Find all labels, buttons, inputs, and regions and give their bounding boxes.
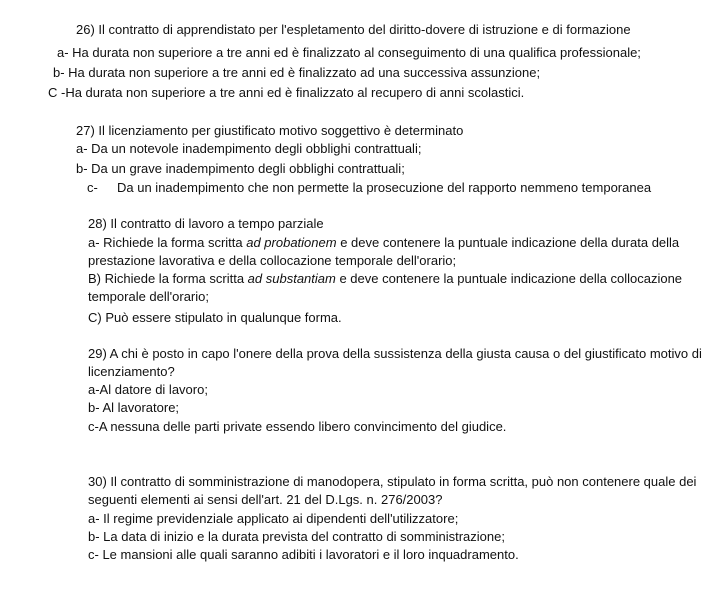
question-27-option-b: b- Da un grave inadempimento degli obblighi contrattuali;	[76, 161, 405, 176]
question-28-option-a-text: a- Richiede la forma scritta	[88, 235, 247, 250]
question-30-option-b: b- La data di inizio e la durata prevista del contratto di somministrazione;	[88, 529, 505, 544]
question-28-option-a-text-cont: e deve contenere la puntuale indicazione della durata della	[336, 235, 680, 250]
question-26-option-a: a- Ha durata non superiore a tre anni ed è finalizzato al conseguimento di una qualifica professionale;	[57, 45, 641, 60]
question-27-heading: 27) Il licenziamento per giustificato motivo soggettivo è determinato	[76, 123, 464, 138]
question-30-option-a: a- Il regime previdenziale applicato ai dipendenti dell'utilizzatore;	[88, 511, 459, 526]
question-29-heading-cont: licenziamento?	[88, 364, 175, 379]
question-26-heading: 26) Il contratto di apprendistato per l'espletamento del diritto-dovere di istruzione e di formazione	[76, 22, 631, 37]
question-27-option-a: a- Da un notevole inadempimento degli obblighi contrattuali;	[76, 141, 422, 156]
question-29-option-c: c-A nessuna delle parti private essendo libero convincimento del giudice.	[88, 419, 507, 434]
question-27-option-c: Da un inadempimento che non permette la prosecuzione del rapporto nemmeno temporanea	[117, 180, 652, 195]
question-28-option-b-text-cont: e deve contenere la puntuale indicazione della collocazione	[335, 271, 683, 286]
question-28-option-a-cont: prestazione lavorativa e della collocazione temporale dell'orario;	[88, 253, 457, 268]
question-28-option-b-text: B) Richiede la forma scritta	[88, 271, 248, 286]
question-29-heading: 29) A chi è posto in capo l'onere della prova della sussistenza della giusta causa o del giustificato motivo di	[88, 346, 702, 361]
question-28-option-c: C) Può essere stipulato in qualunque forma.	[88, 310, 342, 325]
question-29-option-b: b- Al lavoratore;	[88, 400, 180, 415]
question-28-option-b-latin: ad substantiam	[247, 271, 336, 286]
question-30-option-c: c- Le mansioni alle quali saranno adibiti i lavoratori e il loro inquadramento.	[88, 547, 519, 562]
question-29-option-a: a-Al datore di lavoro;	[88, 382, 208, 397]
question-26-option-b: b- Ha durata non superiore a tre anni ed è finalizzato ad una successiva assunzione;	[53, 65, 541, 80]
question-28-option-a-latin: ad probationem	[246, 235, 337, 250]
question-30-heading: 30) Il contratto di somministrazione di manodopera, stipulato in forma scritta, può non contenere quale dei	[88, 474, 697, 489]
question-28-option-b	[88, 271, 682, 287]
question-26-option-c: C -Ha durata non superiore a tre anni ed è finalizzato al recupero di anni scolastici.	[48, 85, 525, 100]
question-28-option-a	[88, 235, 679, 251]
question-28-option-b-cont: temporale dell'orario;	[88, 289, 209, 304]
question-27-option-c-marker: c-	[87, 180, 98, 195]
question-30-heading-cont: seguenti elementi ai sensi dell'art. 21 del D.Lgs. n. 276/2003?	[88, 492, 443, 507]
question-28-heading: 28) Il contratto di lavoro a tempo parziale	[88, 216, 324, 231]
